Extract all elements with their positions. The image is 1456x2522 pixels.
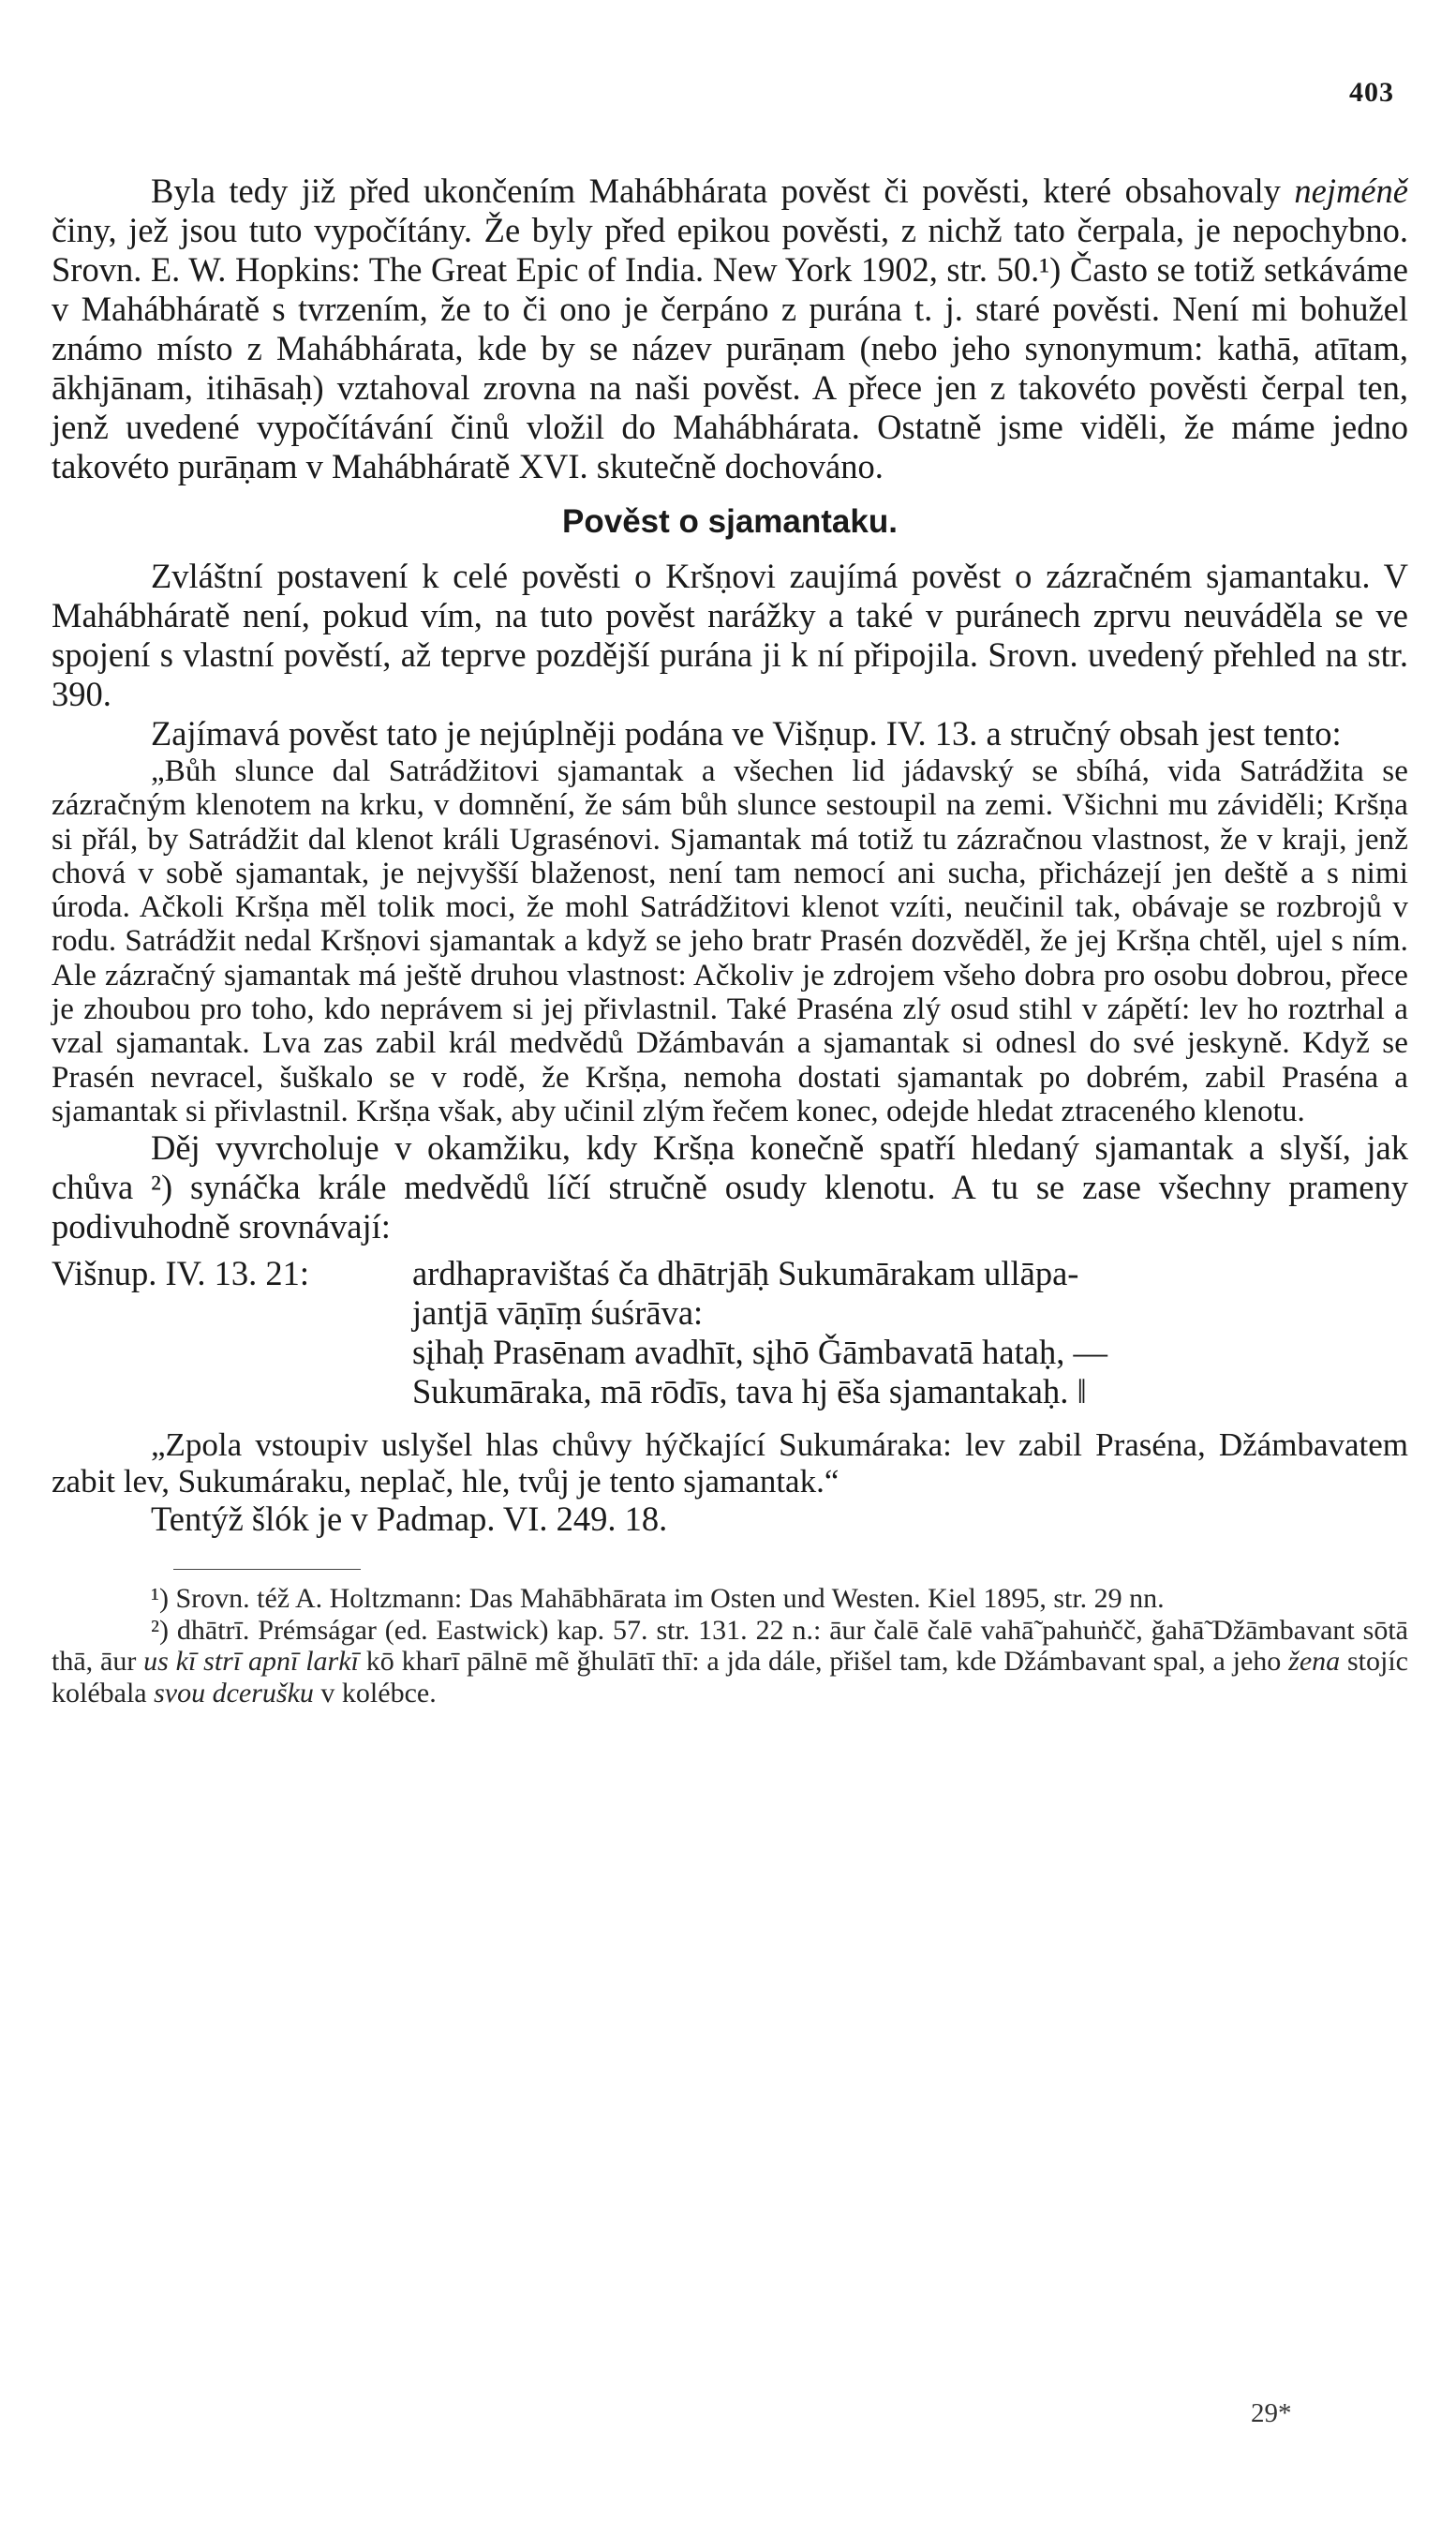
summary-quote: „Bůh slunce dal Satrádžitovi sjamantak a všechen lid jádavský se sbíhá, vida Satrádžita se zázračným klenotem na krku, v domnění, že sám bůh slunce sestoupil na zemi. Všichni mu záviděli; Kršṇa si přál, by Satrádžit dal klenot králi Ugrasénovi. Sjamantak má totiž tu zázračnou vlastnost, že v kraji, jenž chová v sobě sjamantak, je nejvyšší blaženost, není tam nemocí ani sucha, přicházejí jen deště a s nimi úroda. Ačkoli Kršṇa měl tolik moci, že mohl Satrádžitovi klenot vzíti, neučinil tak, obávaje se rozbrojů v rodu. Satrádžit nedal Kršṇovi sjamantak a když se jeho bratr Prasén dozvěděl, že jej Kršṇa chtěl, ujel s ním. Ale zázračný sjamantak má ještě druhou vlastnost: Ačkoliv je zdrojem všeho dobra pro osobu dobrou, přece je zhoubou pro toho, kdo neprávem si jej přivlastnil. Také Praséna zlý osud stihl v zápětí: lev ho roztrhal a vzal sjamantak. Lva zas zabil král medvědů Džámbaván a sjamantak si odnesl do své jeskyně. Když se Prasén nevracel, šuškalo se v rodě, že Kršṇa, nemoha dostati sjamantak po dobrém, zabil Praséna a sjamantak si přivlastnil. Kršṇa však, aby učinil zlým řečem konec, odejde hledat ztraceného klenotu. [52,754,1408,1128]
footnote-2-emphasis-1: us kī strī apnī larkī [143,1646,359,1678]
paragraph-1 [52,172,1408,486]
footnote-1: ¹) Srovn. též A. Holtzmann: Das Mahābhārata im Osten und Westen. Kiel 1895, str. 29 nn. [151,1583,1165,1615]
paragraph-5: Tentýž šlók je v Padmap. VI. 249. 18. [151,1500,668,1539]
footnote-2-emphasis-2: žena [1288,1646,1341,1678]
verse-line-3: sįhaḥ Prasēnam avadhīt, sįhō Ǧāmbavatā hataḥ, — [412,1333,1107,1372]
paragraph-1-emphasis: nejméně [1294,172,1408,210]
footnote-2-text-b: kō kharī pālnē mẽ ǧhulātī thī: a jda dále, přišel tam, kde Džámbavant spal, a jeho [358,1646,1289,1678]
sanskrit-verse [52,1254,1408,1411]
paragraph-4: Děj vyvrcholuje v okamžiku, kdy Kršṇa konečně spatří hledaný sjamantak a slyší, jak chůva ²) synáčka krále medvědů líčí stručně osudy klenotu. A tu se zase všechny prameny podivuhodně srovnávají: [52,1128,1408,1246]
translation-quote: „Zpola vstoupiv uslyšel hlas chůvy hýčkající Sukumáraka: lev zabil Praséna, Džámbavatem zabit lev, Sukumáraku, neplač, hle, tvůj je tento sjamantak.“ [52,1426,1408,1500]
verse-line-2: jantjā vāṇīṃ śuśrāva: [412,1293,704,1333]
section-heading: Pověst o sjamantaku. [562,503,898,540]
verse-reference: Višnup. IV. 13. 21: [52,1254,309,1293]
verse-line-1: ardhapravištaś ča dhātrjāḥ Sukumārakam ullāpa- [412,1254,1079,1293]
spacer [52,1411,1408,1426]
paragraph-1-text-a: Byla tedy již před ukončením Mahábhárata pověst či pověsti, které obsahovaly [151,172,1295,210]
verse-line-4: Sukumāraka, mā rōdīs, tava hj ēša sjamantakaḥ. ‖ [412,1372,1087,1411]
paragraph-1-text-b: činy, jež jsou tuto vypočítány. Že byly před epikou pověsti, z nichž tato čerpala, je nepochybno. Srovn. E. W. Hopkins: The Great Epic of India. New York 1902, str. 50.¹) Často se totiž setkáváme v Mahábháratě s tvrzením, že to či ono je čerpáno z purána t. j. staré pověsti. Není mi bohužel známo místo z Mahábhárata, kde by se název purāṇam (nebo jeho synonymum: kathā, atītam, ākhjānam, itihāsaḥ) vztahoval zrovna na naši pověst. A přece jen z takovéto pověsti čerpal ten, jenž uvedené vypočítávání činů vložil do Mahábhárata. Ostatně jsme viděli, že máme jedno takovéto purāṇam v Mahábháratě XVI. skutečně dochováno. [52,211,1408,485]
footnote-2-text-c: stojíc kolébala [52,1646,1408,1709]
signature-mark: 29* [1251,2398,1292,2428]
footnote-2 [52,1615,1408,1709]
footnote-2-text-d: v kolébce. [313,1677,437,1709]
paragraph-3: Zajímavá pověst tato je nejúplněji podána ve Višṇup. IV. 13. a stručný obsah jest tento: [151,714,1342,753]
footnote-2-text-a: ²) dhātrī. Prémságar (ed. Eastwick) kap. 57. str. 131. 22 n.: āur čalē čalē vahā̃ pahuṅčč, ǧahā̃ Džāmbavant sōtā thā, āur [52,1614,1408,1678]
footnote-divider [173,1569,361,1570]
paragraph-2: Zvláštní postavení k celé pověsti o Kršṇovi zaujímá pověst o zázračném sjamantaku. V Mahábháratě není, pokud vím, na tuto pověst narážky a také v puránech zprvu neuváděla se ve spojení s vlastní pověstí, až teprve pozdější purána ji k ní připojila. Srovn. uvedený přehled na str. 390. [52,557,1408,713]
page-number: 403 [1349,77,1394,108]
main-text [52,172,1408,1709]
footnote-2-emphasis-3: svou dcerušku [154,1677,314,1709]
